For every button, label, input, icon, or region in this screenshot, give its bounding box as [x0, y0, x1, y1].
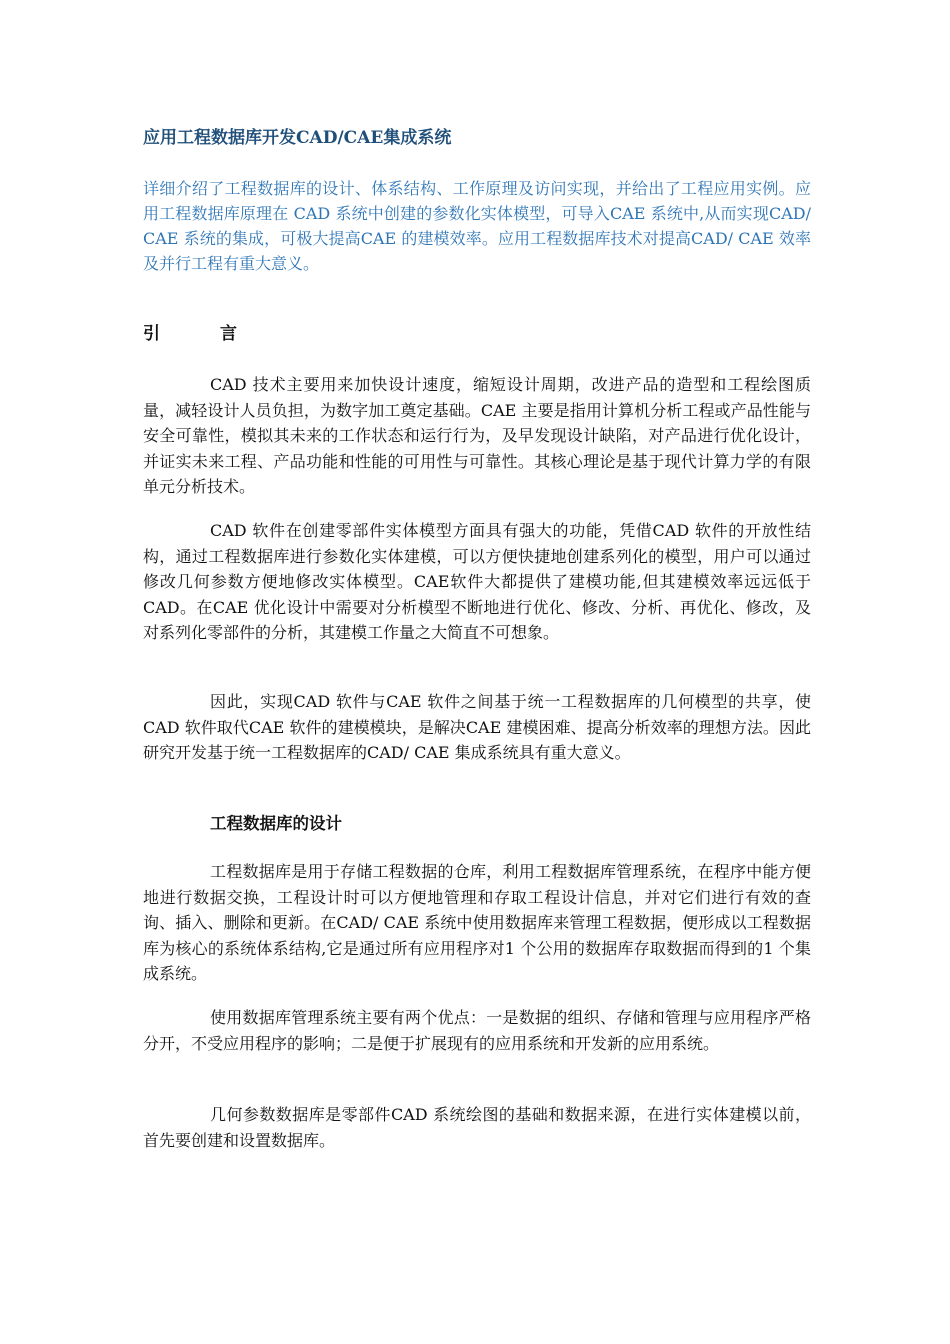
body-paragraph-2: CAD 软件在创建零部件实体模型方面具有强大的功能，凭借CAD 软件的开放性结构，通过工程数据库进行参数化实体建模，可以方便快捷地创建系列化的模型，用户可以通过修改几何参数方便地修改实体模型。CAE软件大都提供了建模功能,但其建模效率远远低于CAD。在CAE 优化设计中需要对分析模型不断地进行优化、修改、分析、再优化、修改，及对系列化零部件的分析，其建模工作量之大简直不可想象。: [143, 521, 811, 642]
body-paragraph-4: 工程数据库是用于存储工程数据的仓库，利用工程数据库管理系统，在程序中能方便地进行数据交换，工程设计时可以方便地管理和存取工程设计信息，并对它们进行有效的查询、插入、删除和更新。在CAD/ CAE 系统中使用数据库来管理工程数据，便形成以工程数据库为核心的系统体系结构,它是通过所有应用程序对1 个公用的数据库存取数据而得到的1 个集成系统。: [143, 862, 811, 983]
body-paragraph-6: 几何参数数据库是零部件CAD 系统绘图的基础和数据来源，在进行实体建模以前，首先要创建和设置数据库。: [143, 1105, 811, 1150]
body-paragraph-5: 使用数据库管理系统主要有两个优点：一是数据的组织、存储和管理与应用程序严格分开，不受应用程序的影响；二是便于扩展现有的应用系统和开发新的应用系统。: [143, 1008, 811, 1053]
body-paragraph-3: 因此，实现CAD 软件与CAE 软件之间基于统一工程数据库的几何模型的共享，使CAD 软件取代CAE 软件的建模模块，是解决CAE 建模困难、提高分析效率的理想方法。因此研究开发基于统一工程数据库的CAD/ CAE 集成系统具有重大意义。: [143, 692, 811, 762]
body-paragraph-1: CAD 技术主要用来加快设计速度，缩短设计周期，改进产品的造型和工程绘图质量，减轻设计人员负担，为数字加工奠定基础。CAE 主要是指用计算机分析工程或产品性能与安全可靠性，模拟其未来的工作状态和运行行为，及早发现设计缺陷，对产品进行优化设计，并证实未来工程、产品功能和性能的可用性与可靠性。其核心理论是基于现代计算力学的有限单元分析技术。: [143, 375, 811, 496]
intro-heading: [143, 322, 237, 346]
section-heading: 工程数据库的设计: [210, 814, 342, 833]
intro-heading-char-1: 引: [143, 324, 160, 344]
document-title: 应用工程数据库开发CAD/CAE集成系统: [143, 128, 452, 148]
abstract-paragraph: 详细介绍了工程数据库的设计、体系结构、工作原理及访问实现，并给出了工程应用实例。应用工程数据库原理在 CAD 系统中创建的参数化实体模型，可导入CAE 系统中,从而实现CAD/ CAE 系统的集成，可极大提高CAE 的建模效率。应用工程数据库技术对提高CAD/ CAE 效率及并行工程有重大意义。: [143, 179, 811, 273]
intro-heading-char-2: 言: [220, 324, 237, 344]
